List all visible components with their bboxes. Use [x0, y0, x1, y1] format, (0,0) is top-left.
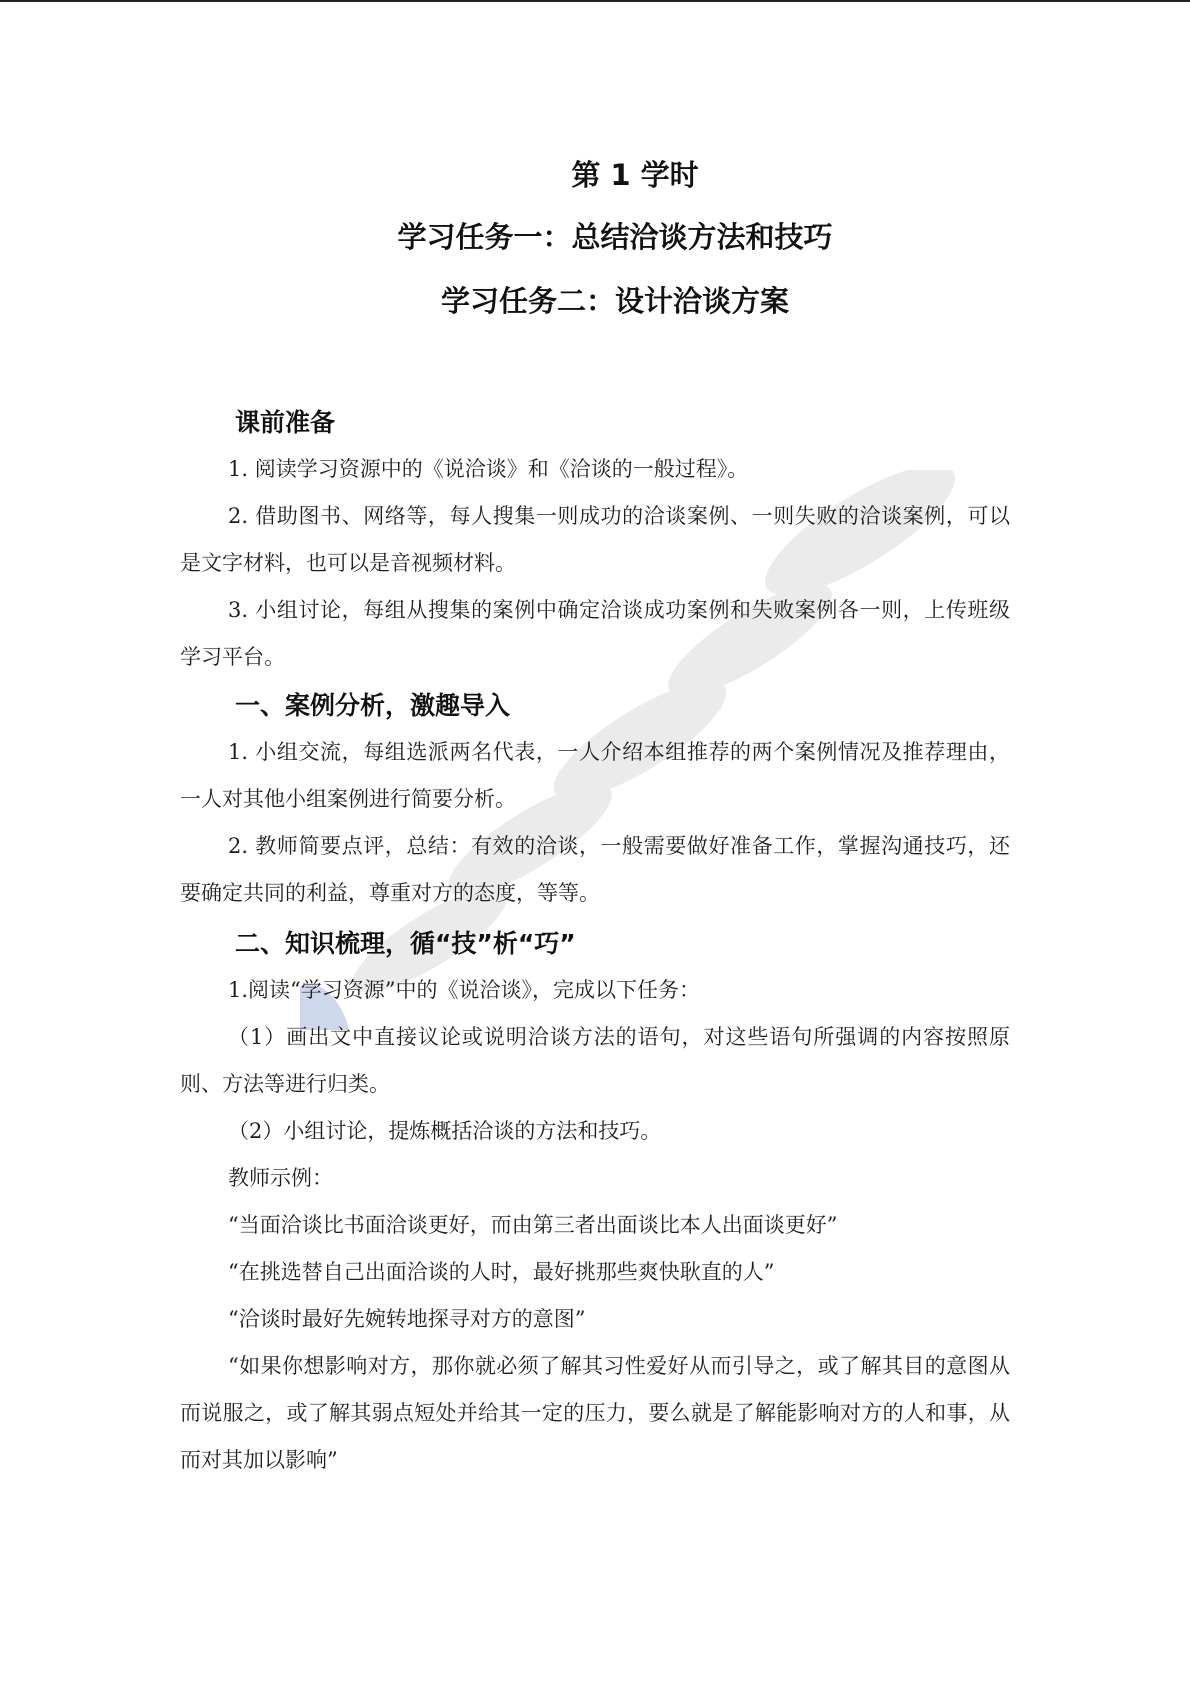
prep-item-1: 1. 阅读学习资源中的《说洽谈》和《洽谈的一般过程》。 — [228, 457, 749, 481]
example-quote-3: “洽谈时最好先婉转地探寻对方的意图” — [228, 1307, 586, 1331]
prep-item-2: 2. 借助图书、网络等，每人搜集一则成功的洽谈案例、一则失败的洽谈案例，可以是文字材料，也可以是音视频材料。 — [180, 504, 1010, 575]
knowledge-item-3: （2）小组讨论，提炼概括洽谈的方法和技巧。 — [228, 1119, 662, 1143]
prep-item-3: 3. 小组讨论，每组从搜集的案例中确定洽谈成功案例和失败案例各一则，上传班级学习平台。 — [180, 598, 1010, 669]
teacher-example-label: 教师示例： — [228, 1166, 333, 1190]
document-body — [180, 404, 1010, 1484]
knowledge-item-1: 1.阅读“学习资源”中的《说洽谈》，完成以下任务： — [228, 978, 701, 1002]
lesson-period-title: 第 1 学时 — [571, 158, 699, 192]
knowledge-item-2: （1）画出文中直接议论或说明洽谈方法的语句，对这些语句所强调的内容按照原则、方法等进行归类。 — [180, 1025, 1010, 1096]
page-top-border — [0, 0, 1190, 2]
example-quote-2: “在挑选替自己出面洽谈的人时，最好挑那些爽快耿直的人” — [228, 1260, 775, 1284]
learning-task-two-title: 学习任务二：设计洽谈方案 — [440, 284, 789, 318]
learning-task-one-title: 学习任务一：总结洽谈方法和技巧 — [397, 220, 833, 254]
section-title-knowledge: 二、知识梳理，循“技”析“巧” — [235, 929, 576, 958]
case-item-2: 2. 教师简要点评，总结：有效的洽谈，一般需要做好准备工作，掌握沟通技巧，还要确定共同的利益，尊重对方的态度，等等。 — [180, 834, 1010, 905]
example-quote-4: “如果你想影响对方，那你就必须了解其习性爱好从而引导之，或了解其目的意图从而说服之，或了解其弱点短处并给其一定的压力，要么就是了解能影响对方的人和事，从而对其加以影响” — [180, 1354, 1010, 1472]
section-title-case-analysis: 一、案例分析，激趣导入 — [235, 691, 511, 720]
section-title-prep: 课前准备 — [235, 408, 336, 437]
case-item-1: 1. 小组交流，每组选派两名代表，一人介绍本组推荐的两个案例情况及推荐理由，一人对其他小组案例进行简要分析。 — [180, 740, 1010, 811]
example-quote-1: “当面洽谈比书面洽谈更好，而由第三者出面谈比本人出面谈更好” — [228, 1213, 838, 1237]
